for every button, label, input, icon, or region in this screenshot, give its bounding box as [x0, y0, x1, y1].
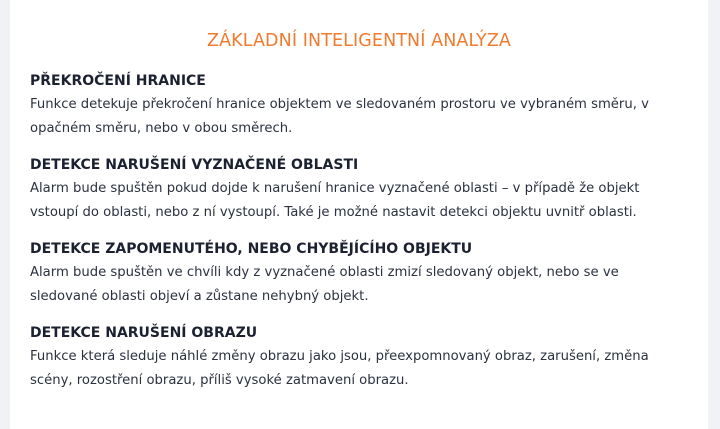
feature-line-crossing — [30, 69, 688, 141]
feature-description: Funkce detekuje překročení hranice objektem ve sledovaném prostoru ve vybraném směru, v opačném směru, nebo v obou směrech. — [30, 97, 649, 136]
feature-video-tampering — [30, 321, 688, 393]
feature-intrusion-detection — [30, 153, 688, 225]
feature-heading: DETEKCE ZAPOMENUTÉHO, NEBO CHYBĚJÍCÍHO OBJEKTU — [30, 241, 473, 257]
feature-heading: PŘEKROČENÍ HRANICE — [30, 73, 206, 89]
feature-object-left-missing — [30, 237, 688, 309]
feature-list — [30, 69, 688, 393]
feature-heading: DETEKCE NARUŠENÍ VYZNAČENÉ OBLASTI — [30, 157, 359, 173]
feature-description: Alarm bude spuštěn ve chvíli kdy z vyznačené oblasti zmizí sledovaný objekt, nebo se ve sledované oblasti objeví a zůstane nehybný objekt. — [30, 265, 619, 304]
feature-description: Alarm bude spuštěn pokud dojde k narušení hranice vyznačené oblasti – v případě že objekt vstoupí do oblasti, nebo z ní vystoupí. Také je možné nastavit detekci objektu uvnitř oblasti. — [30, 181, 640, 220]
content-card — [10, 0, 708, 429]
page-title: ZÁKLADNÍ INTELIGENTNÍ ANALÝZA — [207, 31, 511, 51]
feature-description: Funkce která sleduje náhlé změny obrazu jako jsou, přeexpomnovaný obraz, zarušení, změna scény, rozostření obrazu, příliš vysoké zatmavení obrazu. — [30, 349, 649, 388]
feature-heading: DETEKCE NARUŠENÍ OBRAZU — [30, 325, 258, 341]
